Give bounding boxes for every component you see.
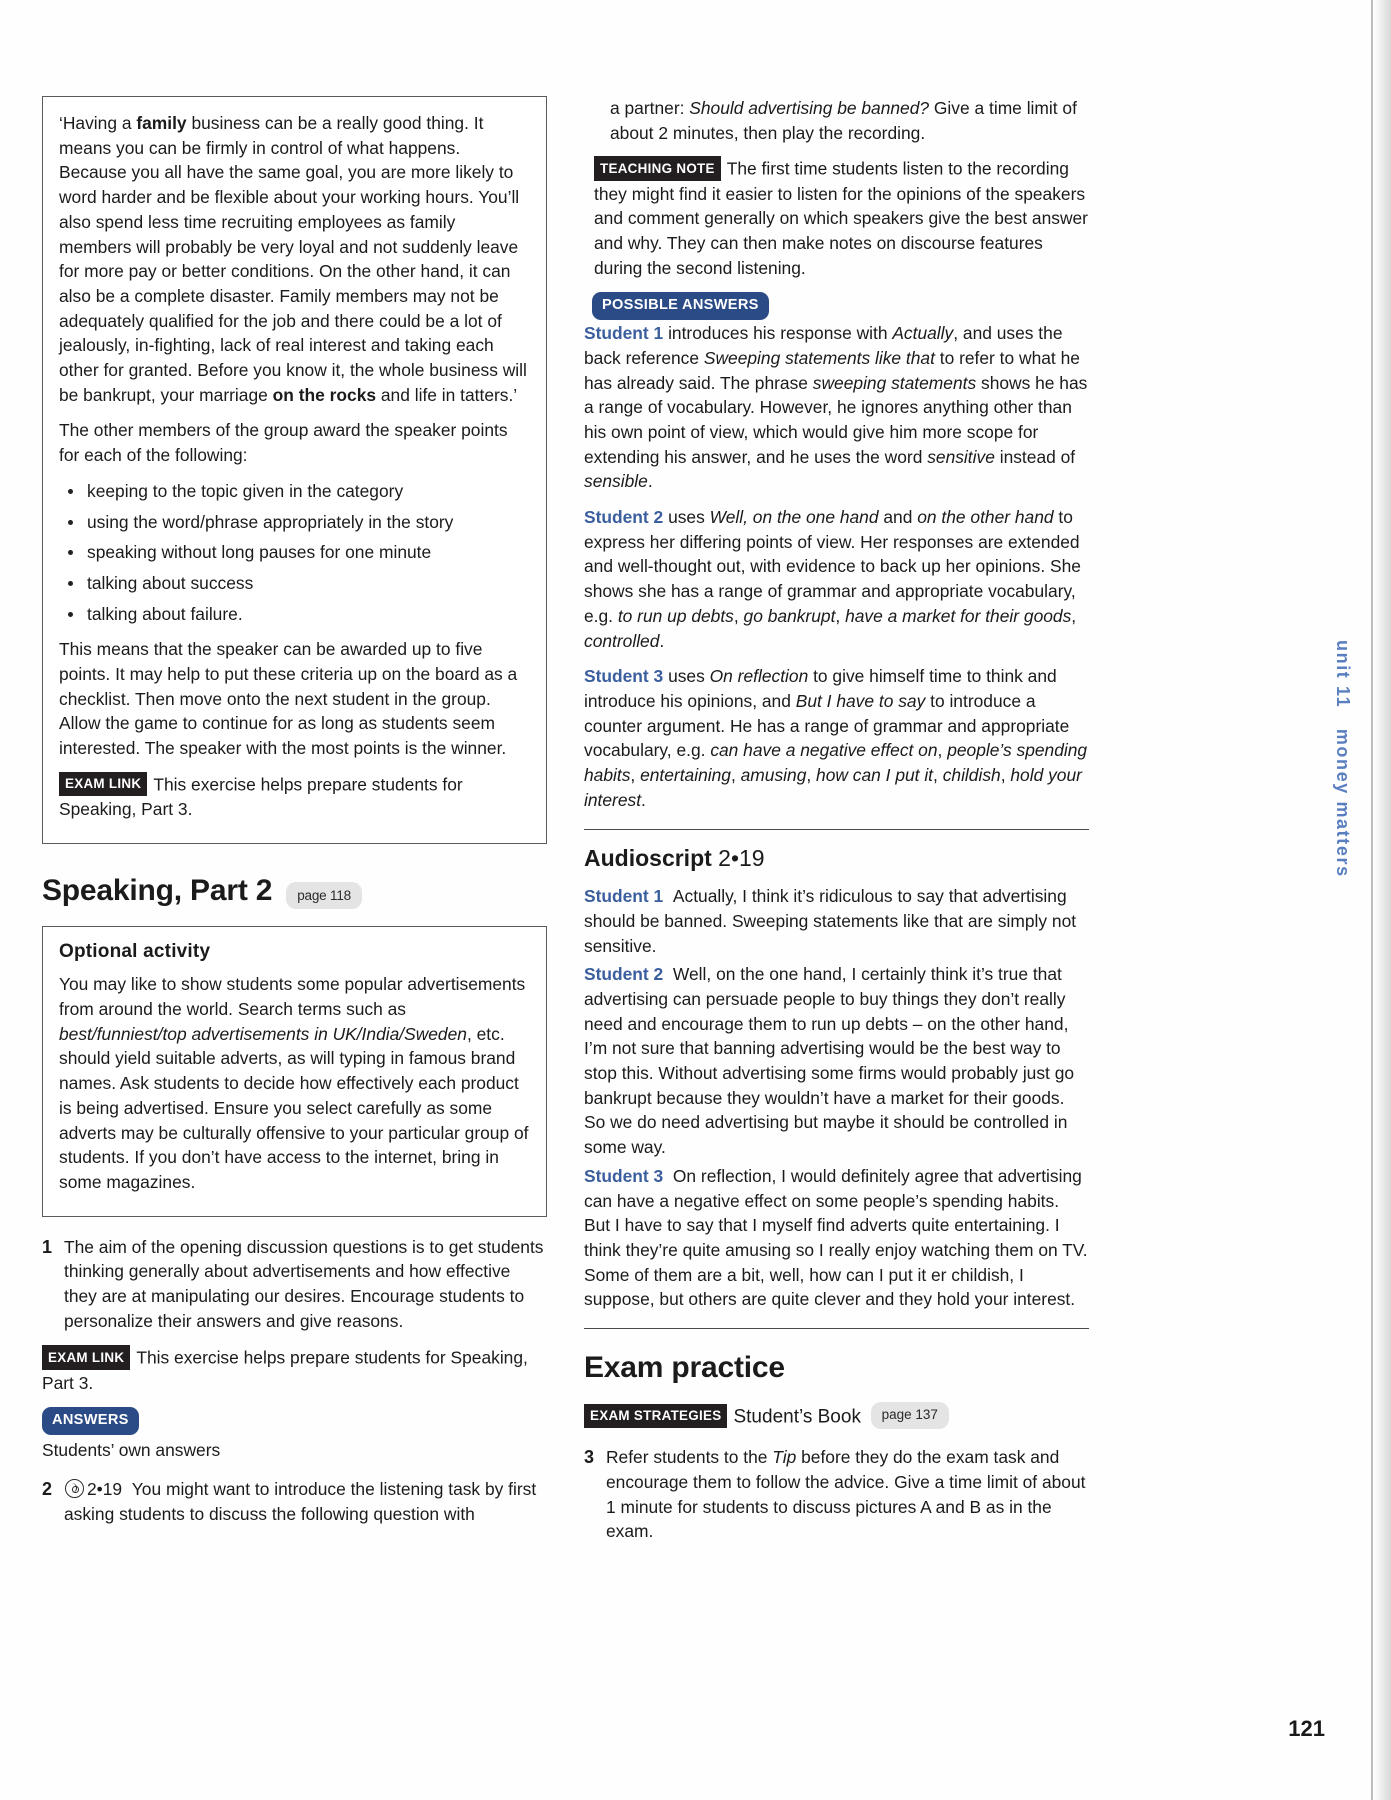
exam-strategies-badge: EXAM STRATEGIES [584,1404,727,1429]
exam-practice-heading-text: Exam practice [584,1351,785,1385]
audioscript-entry [584,1164,1089,1312]
optional-text-italic: best/funniest/top advertisements in UK/India/Sweden [59,1023,467,1044]
possible-answer-body: uses On reflection to give himself time to think and introduce his opinions, and But I have to say to introduce a counter argument. He has a range of grammar and appropriate vocabulary, e.g. can have a negative effect on, people’s spending habits, entertaining, amusing, how can I put it, childish, hold your interest. [584,666,1088,810]
students-book-label: Student’s Book [733,1406,861,1428]
quote-text-b: business can be a really good thing. It means you can be firmly in control of what happens. Because you all have the same goal, you are more likely to word harder and be flexible about your working hours. You’ll also spend less time recruiting employees as family members will probably be very loyal and not suddenly leave for more pay or better conditions. On the other hand, it can also be a complete disaster. Family members may not be adequately qualified for the job and there could be a lot of jealously, in-fighting, lack of real interest and taking each other for granted. Before you know it, the whole business will be bankrupt, your marriage [59,113,527,405]
item3-text-a: Refer students to the [606,1447,773,1468]
continued-text-b: Give a time limit of about 2 minutes, then play the recording. [610,98,1077,143]
exam-link-badge: EXAM LINK [42,1345,130,1370]
audioscript-entry [584,962,1089,1160]
criteria-closing: This means that the speaker can be awarded up to five points. It may help to put these criteria up on the board as a checklist. Then move onto the next student in the group. Allow the game to continue for as long as students seem interested. The speaker with the most points is the winner. [59,639,518,759]
numbered-item-3 [584,1445,1089,1544]
optional-text-b: , etc. should yield suitable adverts, as will typing in famous brand names. Ask students to decide how effectively each product is being advertised. Ensure you select carefully as some adverts may be culturally offensive to your particular group of students. If you don’t have access to the internet, bring in some magazines. [59,1023,529,1192]
item3-text-b: before they do the exam task and encourage them to follow the advice. Give a time limit of about 1 minute for students to discuss pictures A and B as in the exam. [606,1447,1086,1542]
page-reference-badge[interactable]: page 137 [871,1402,949,1429]
quote-bold-family: family [136,113,187,133]
item3-italic: Tip [772,1447,797,1468]
criteria-list [59,479,532,627]
continued-paragraph [584,96,1089,145]
speaker-label: Student 2 [584,964,664,985]
answers-badge-row [42,1406,547,1435]
criteria-intro: The other members of the group award the speaker points for each of the following: [59,420,508,466]
quote-text-a: ‘Having a [59,113,137,133]
speaking-heading-text: Speaking, Part 2 [42,873,273,907]
teaching-note-badge: TEACHING NOTE [594,156,721,181]
possible-answers-badge: POSSIBLE ANSWERS [592,292,769,320]
possible-answer-entry [584,664,1089,812]
audio-cd-icon[interactable] [65,1479,84,1498]
optional-activity-text [59,972,532,1194]
speaker-label: Student 3 [584,1165,664,1186]
answers-text: Students’ own answers [42,1440,221,1461]
possible-answer-body: uses Well, on the one hand and on the other hand to express her differing points of view. Her responses are extended and well-thought out, with evidence to back up her opinions. She shows she has a range of grammar and appropriate vocabulary, e.g. to run up debts, go bankrupt, have a market for their goods, controlled. [584,507,1081,651]
quote-text-c: and life in tatters.’ [376,384,518,405]
speaker-label: Student 1 [584,886,664,907]
item-body [606,1445,1089,1544]
item-body [64,1477,547,1526]
numbered-item-1 [42,1235,547,1334]
item-number: 1 [42,1236,53,1257]
quote-paragraph [59,111,532,407]
page-edge-line [1371,0,1373,1800]
optional-text-a: You may like to show students some popular advertisements from around the world. Search terms such as [59,974,526,1020]
quote-activity-box [42,96,547,844]
continued-italic: Should advertising be banned? [689,98,930,118]
audioscript-track: 2•19 [718,844,765,871]
audioscript-body: Well, on the one hand, I certainly think it’s true that advertising can persuade people to buy things they don’t really need and encourage them to run up debts – on the other hand, I’m not sure that banning advertising would be the best way to stop this. Without advertising some firms would probably just go bankrupt because they wouldn’t have a market for their goods. So we do need advertising but maybe it should be controlled in some way. [584,964,1075,1158]
optional-activity-box [42,926,547,1216]
right-column [584,96,1089,1556]
side-tab-unit: unit 11 [1333,640,1353,709]
continued-text-a: a partner: [610,98,690,118]
audio-track-number: 2•19 [87,1478,123,1499]
numbered-item-2 [42,1477,547,1526]
possible-answer-entry [584,505,1089,653]
teaching-note-paragraph [584,156,1089,280]
speaker-label: Student 2 [584,507,664,528]
speaker-label: Student 3 [584,666,664,687]
exam-practice-title [584,1347,1089,1390]
list-item: talking about failure. [59,602,532,627]
possible-answers-badge-row [584,291,1089,320]
page-title [42,870,547,913]
page-reference-badge[interactable]: page 118 [286,882,362,909]
exam-link-2-paragraph [42,1345,547,1395]
audioscript-body: Actually, I think it’s ridiculous to say that advertising should be banned. Sweeping statements like that are simply not sensitive. [584,886,1077,956]
exam-link-text: This exercise helps prepare students for Speaking, Part 3. [59,774,463,820]
possible-answers-list [584,321,1089,812]
exam-strategies-row [584,1402,1089,1431]
audioscript-body: On reflection, I would definitely agree that advertising can have a negative effect on some people’s spending habits. But I have to say that I myself find adverts quite entertaining. I think they’re quite amusing so I really enjoy watching them on TV. Some of them are a bit, well, how can I put it er childish, I suppose, but others are quite clever and they hold your interest. [584,1165,1088,1310]
audioscript-list [584,884,1089,1312]
list-item: speaking without long pauses for one minute [59,540,532,565]
audioscript-title: Audioscript [584,844,712,871]
item-number: 3 [584,1447,595,1468]
optional-activity-title: Optional activity [59,941,211,963]
exam-link-text: This exercise helps prepare students for Speaking, Part 3. [42,1347,528,1393]
possible-answer-entry [584,321,1089,494]
quote-bold-on-the-rocks: on the rocks [272,384,377,405]
item-body: The aim of the opening discussion questions is to get students thinking generally about advertisements and how effective they are at manipulating our desires. Encourage students to personalize their answers and give reasons. [64,1236,544,1331]
list-item: talking about success [59,571,532,596]
divider-above-audioscript [584,829,1089,830]
divider-above-exam-practice [584,1328,1089,1329]
teaching-note-text: The first time students listen to the recording they might find it easier to listen for the opinions of the speakers and comment generally on which speakers give the best answer and why. They can then make notes on discourse features during the second listening. [594,158,1088,278]
possible-answer-body: introduces his response with Actually, and uses the back reference Sweeping statements like that to refer to what he has already said. The phrase sweeping statements shows he has a range of vocabulary. However, he ignores anything other than his own point of view, which would give him more scope for extending his answer, and he uses the word sensitive instead of sensible. [584,323,1088,492]
exam-link-paragraph [59,772,532,822]
answers-badge: ANSWERS [42,1407,139,1435]
side-tab-title: money matters [1333,728,1353,878]
item2-text: You might want to introduce the listening task by first asking students to discuss the following question with [64,1478,537,1524]
audioscript-entry [584,884,1089,958]
speaker-label: Student 1 [584,323,664,344]
page-number: 121 [1288,1716,1325,1741]
audioscript-heading [584,842,1089,875]
exam-link-badge: EXAM LINK [59,772,147,797]
item-number: 2 [42,1478,53,1499]
list-item: keeping to the topic given in the category [59,479,532,504]
page-edge-shadow [1373,0,1391,1800]
running-head-side-tab [1332,640,1353,878]
left-column [42,96,547,1538]
list-item: using the word/phrase appropriately in the story [59,510,532,535]
